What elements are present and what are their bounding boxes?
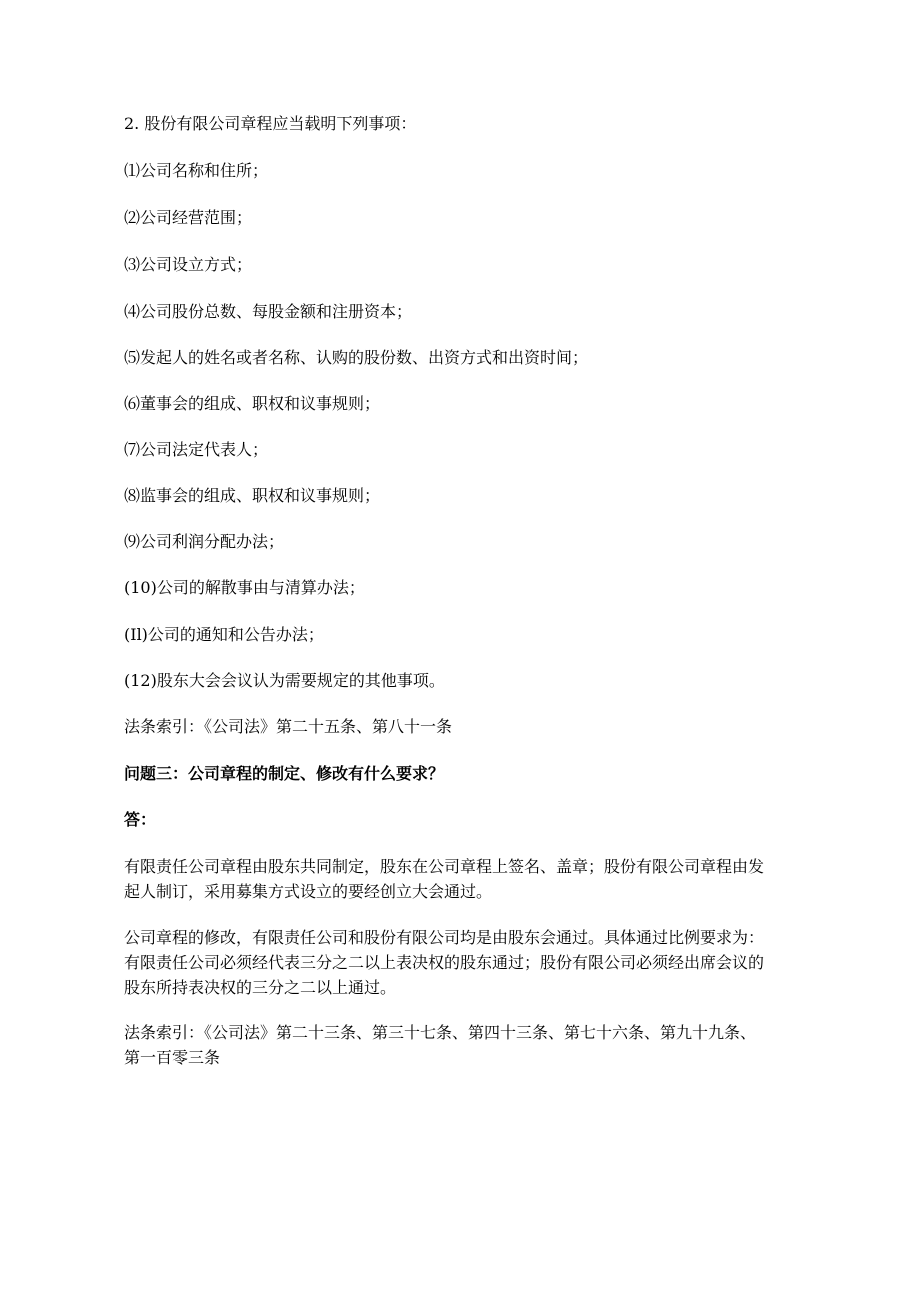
list-item: ⑻监事会的组成、职权和议事规则；	[124, 486, 381, 505]
paragraph-line: 法条索引：《公司法》第二十三条、第三十七条、第四十三条、第七十六条、第九十九条、	[124, 1023, 757, 1042]
citation: 法条索引：《公司法》第二十五条、第八十一条	[124, 717, 453, 736]
answer-label: 答：	[124, 810, 157, 829]
list-item: (12)股东大会会议认为需要规定的其他事项。	[124, 671, 445, 690]
list-item: ⑴公司名称和住所；	[124, 161, 269, 180]
paragraph-line: 起人制订，采用募集方式设立的要经创立大会通过。	[124, 882, 493, 901]
list-item: ⑶公司设立方式；	[124, 255, 253, 274]
list-item: ⑵公司经营范围；	[124, 208, 253, 227]
paragraph-line: 股东所持表决权的三分之二以上通过。	[124, 978, 397, 997]
list-item: (10)公司的解散事由与清算办法；	[124, 578, 365, 597]
paragraph-line: 有限责任公司章程由股东共同制定，股东在公司章程上签名、盖章；股份有限公司章程由发	[124, 857, 765, 876]
list-item: ⑸发起人的姓名或者名称、认购的股份数、出资方式和出资时间；	[124, 348, 589, 367]
citation-paragraph	[124, 1020, 814, 1070]
list-item: ⑼公司利润分配办法；	[124, 532, 285, 551]
list-item: ⑹董事会的组成、职权和议事规则；	[124, 394, 381, 413]
section-heading: 2. 股份有限公司章程应当载明下列事项：	[124, 114, 417, 133]
answer-paragraph-2	[124, 925, 814, 1000]
paragraph-line: 公司章程的修改，有限责任公司和股份有限公司均是由股东会通过。具体通过比例要求为：	[124, 928, 765, 947]
list-item: ⑷公司股份总数、每股金额和注册资本；	[124, 302, 413, 321]
question-heading: 问题三：公司章程的制定、修改有什么要求？	[124, 764, 445, 783]
list-item: (Il)公司的通知和公告办法；	[124, 625, 324, 644]
answer-paragraph-1	[124, 854, 814, 904]
list-item: ⑺公司法定代表人；	[124, 440, 269, 459]
paragraph-line: 第一百零三条	[124, 1048, 221, 1067]
paragraph-line: 有限责任公司必须经代表三分之二以上表决权的股东通过；股份有限公司必须经出席会议的	[124, 953, 765, 972]
